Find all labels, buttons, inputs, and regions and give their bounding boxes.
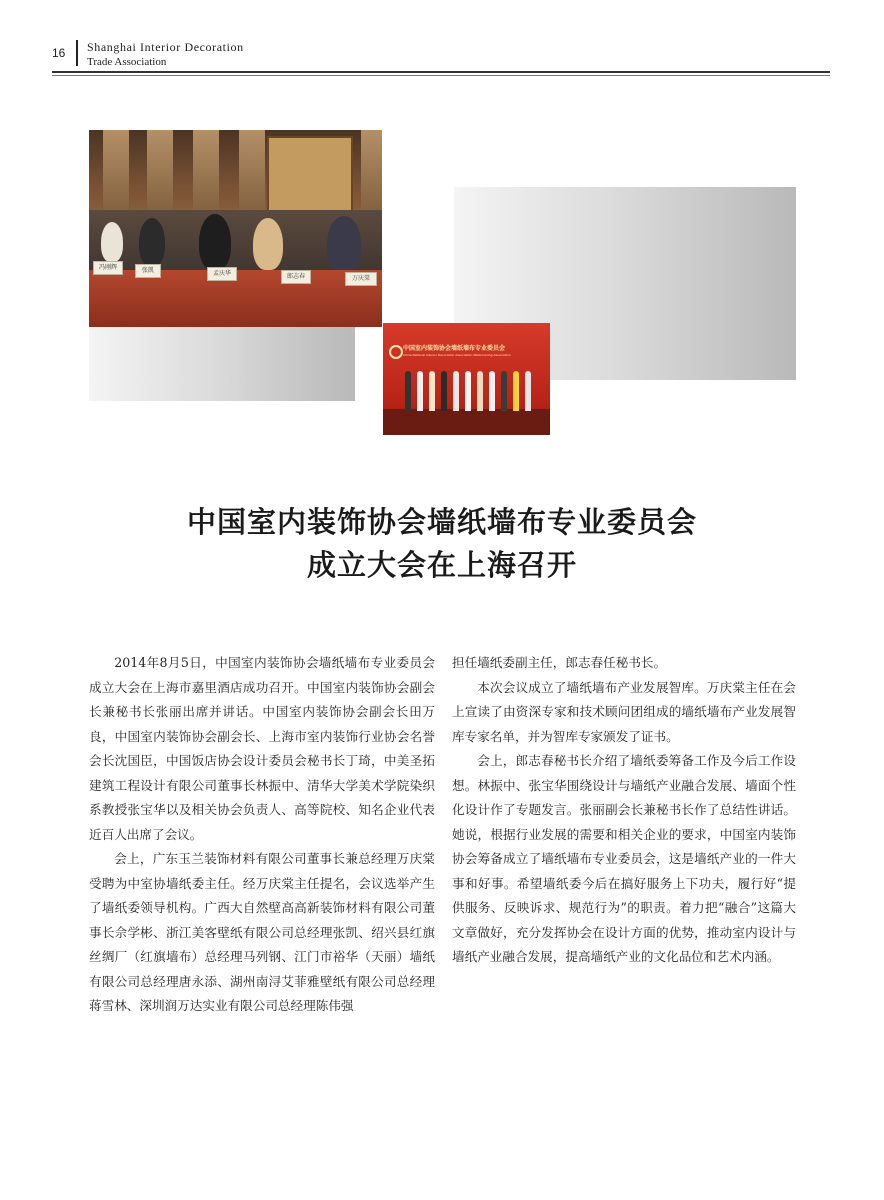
article-title-line1: 中国室内装饰协会墙纸墙布专业委员会 [186, 505, 697, 539]
attendee [139, 218, 165, 266]
article-paragraph: 会上，广东玉兰装饰材料有限公司董事长兼总经理万庆棠受聘为中室协墙纸委主任。经万庆棠主任提名，会议选举产生了墙纸委领导机构。广西大自然壁高高新装饰材料有限公司董事长佘学彬、浙江美客壁纸有限公司总经理张凯、绍兴县红旗丝绸厂（红旗墙布）总经理马列钢、江门市裕华（天丽）墙纸有限公司总经理唐永添、湖州南浔艾菲雅壁纸有限公司总经理蒋雪林、深圳润万达实业有限公司总经理陈伟强 [89, 851, 435, 1013]
header-divider [76, 40, 78, 66]
awardee [513, 371, 519, 411]
article-column-left [89, 651, 435, 1019]
awardee [477, 371, 483, 411]
page-header [0, 0, 884, 80]
attendee [327, 216, 361, 272]
attendee [199, 214, 231, 270]
header-rule-thin [52, 75, 830, 76]
award-photo [383, 323, 550, 435]
awardee [525, 371, 531, 411]
org-name-line1: Shanghai Interior Decoration [87, 40, 244, 54]
page-number: 16 [52, 46, 66, 60]
name-card: 郎志春 [281, 270, 311, 284]
awardee [501, 371, 507, 411]
awardee [489, 371, 495, 411]
name-card: 张凯 [135, 264, 161, 278]
article-paragraph: 本次会议成立了墙纸墙布产业发展智库。万庆棠主任在会上宣读了由资深专家和技术顾问团组成的墙纸墙布产业发展智库专家名单，并为智库专家颁发了证书。 [452, 679, 796, 744]
awardee [417, 371, 423, 411]
awardee [405, 371, 411, 411]
article-column-right [452, 651, 796, 970]
association-logo-icon [389, 345, 403, 359]
awardee [465, 371, 471, 411]
hall-stage-screen [267, 136, 353, 212]
article-title-line2: 成立大会在上海召开 [306, 548, 577, 582]
article-paragraph: 2014年8月5日，中国室内装饰协会墙纸墙布专业委员会成立大会在上海市嘉里酒店成功召开。中国室内装饰协会副会长兼秘书长张丽出席并讲话。中国室内装饰协会副会长田万良，中国室内装饰协会副会长、上海市室内装饰行业协会名誉会长沈国臣，中国饭店协会设计委员会秘书长丁琦，中美圣拓建筑工程设计有限公司董事长林振中、清华大学美术学院染织系教授张宝华以及相关协会负责人、高等院校、知名企业代表近百人出席了会议。 [89, 655, 435, 842]
attendee [101, 222, 123, 262]
stage-floor [383, 409, 550, 435]
backdrop-banner-title: 中国室内装饰协会墙纸墙布专业委员会 [403, 345, 506, 352]
header-rule-thick [52, 71, 830, 73]
article-paragraph-continued: 担任墙纸委副主任，郎志春任秘书长。 [452, 655, 667, 670]
decorative-gradient-box-left [89, 325, 355, 401]
meeting-photo [89, 130, 382, 327]
awardee [429, 371, 435, 411]
article-paragraph: 会上，郎志春秘书长介绍了墙纸委筹备工作及今后工作设想。林振中、张宝华围绕设计与墙纸产业融合发展、墙面个性化设计作了专题发言。张丽副会长兼秘书长作了总结性讲话。她说，根据行业发展的需要和相关企业的要求，中国室内装饰协会筹备成立了墙纸墙布专业委员会，这是墙纸产业的一件大事和好事。希望墙纸委今后在搞好服务上下功夫，履行好“提供服务、反映诉求、规范行为”的职责。着力把“融合”这篇大文章做好，充分发挥协会在设计方面的优势，推动室内设计与墙纸产业融合发展，提高墙纸产业的文化品位和艺术内涵。 [452, 753, 796, 964]
name-card: 孟庆华 [207, 267, 237, 281]
name-card: 冯刚辉 [93, 261, 123, 275]
org-name-line2: Trade Association [87, 56, 167, 68]
awardee [453, 371, 459, 411]
attendee [253, 218, 283, 270]
awardee [441, 371, 447, 411]
backdrop-banner-subtitle: China National Interior Decoration Association Wallcovering Association [403, 353, 511, 357]
name-card: 万庆棠 [345, 272, 377, 286]
